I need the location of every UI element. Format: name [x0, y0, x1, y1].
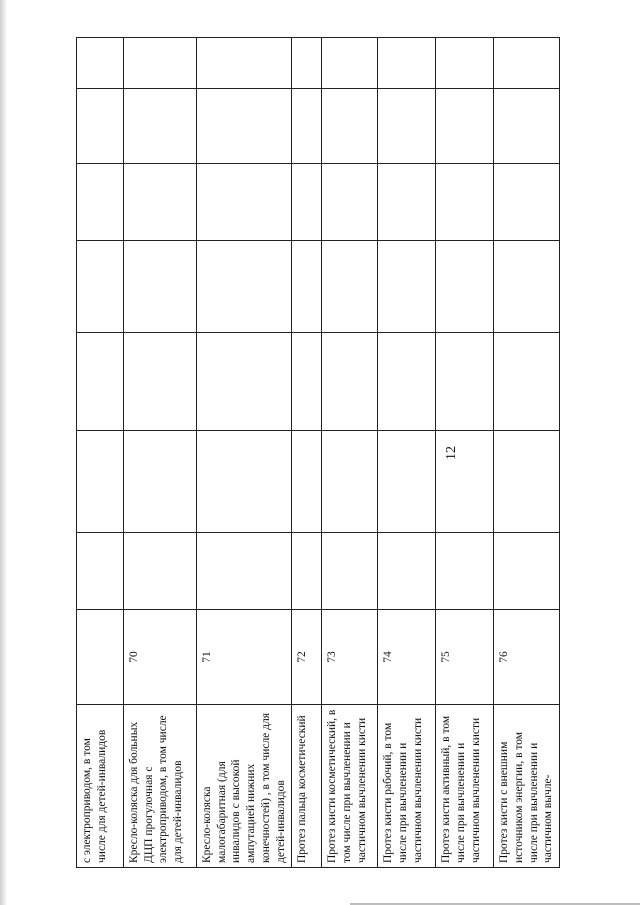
empty-cell — [322, 431, 378, 533]
empty-cell — [124, 241, 197, 333]
item-name-cell: с электроприводом, в том числе для детей-инвалидов — [77, 705, 124, 868]
empty-cell — [436, 241, 494, 333]
empty-cell — [322, 89, 378, 164]
page-number: 12 — [444, 446, 459, 460]
empty-cell — [322, 333, 378, 431]
item-code-cell: 71 — [197, 610, 292, 705]
empty-cell — [322, 38, 378, 89]
empty-cell — [494, 38, 560, 89]
rotated-table-container — [76, 38, 555, 868]
empty-cell — [494, 164, 560, 241]
empty-cell — [197, 89, 292, 164]
empty-cell — [77, 164, 124, 241]
table-row — [197, 38, 292, 868]
empty-cell — [77, 533, 124, 610]
empty-cell — [436, 38, 494, 89]
empty-cell — [292, 241, 322, 333]
table-row — [292, 38, 322, 868]
empty-cell — [124, 533, 197, 610]
table-row — [322, 38, 378, 868]
empty-cell — [124, 89, 197, 164]
empty-cell — [378, 333, 436, 431]
empty-cell — [378, 241, 436, 333]
table-body — [77, 38, 560, 868]
empty-cell — [124, 164, 197, 241]
item-name-cell: Протез кисти косметический, в том числе при вычленении и частичном вычленении кисти — [322, 705, 378, 868]
empty-cell — [77, 333, 124, 431]
empty-cell — [197, 164, 292, 241]
table-row — [77, 38, 124, 868]
equipment-table — [76, 37, 560, 868]
empty-cell — [494, 533, 560, 610]
empty-cell — [378, 164, 436, 241]
table-row — [436, 38, 494, 868]
item-code-cell: 75 — [436, 610, 494, 705]
empty-cell — [197, 333, 292, 431]
empty-cell — [77, 38, 124, 89]
empty-cell — [378, 89, 436, 164]
empty-cell — [292, 533, 322, 610]
empty-cell — [494, 89, 560, 164]
table-row — [124, 38, 197, 868]
empty-cell — [322, 164, 378, 241]
empty-cell — [197, 241, 292, 333]
scan-edge-shadow — [0, 0, 6, 905]
empty-cell — [378, 38, 436, 89]
empty-cell — [124, 431, 197, 533]
empty-cell — [494, 333, 560, 431]
empty-cell — [197, 533, 292, 610]
empty-cell — [436, 533, 494, 610]
item-name-cell: Кресло-коляска для больных ДЦП прогулочная с электроприводом, в том числе для детей-инвалидов — [124, 705, 197, 868]
empty-cell — [124, 38, 197, 89]
empty-cell — [292, 431, 322, 533]
empty-cell — [292, 164, 322, 241]
item-name-cell: Протез пальца косметический — [292, 705, 322, 868]
empty-cell — [436, 89, 494, 164]
empty-cell — [292, 333, 322, 431]
empty-cell — [494, 241, 560, 333]
empty-cell — [322, 241, 378, 333]
empty-cell — [77, 431, 124, 533]
empty-cell — [378, 533, 436, 610]
empty-cell — [197, 38, 292, 89]
empty-cell — [292, 38, 322, 89]
item-code-cell: 70 — [124, 610, 197, 705]
table-row — [378, 38, 436, 868]
item-code-cell: 73 — [322, 610, 378, 705]
item-name-cell: Протез кисти рабочий, в том числе при вычленении и частичном вычленении кисти — [378, 705, 436, 868]
empty-cell — [292, 89, 322, 164]
empty-cell — [322, 533, 378, 610]
empty-cell — [197, 431, 292, 533]
empty-cell — [77, 89, 124, 164]
item-code-cell: 74 — [378, 610, 436, 705]
empty-cell — [124, 333, 197, 431]
item-name-cell: Протез кисти активный, в том числе при вычленении и частичном вычленении кисти — [436, 705, 494, 868]
table-row — [494, 38, 560, 868]
item-code-cell: 72 — [292, 610, 322, 705]
item-name-cell: Протез кисти с внешним источником энергии, в том числе при вычленении и частичном вычле- — [494, 705, 560, 868]
empty-cell — [436, 164, 494, 241]
empty-cell — [378, 431, 436, 533]
empty-cell — [436, 333, 494, 431]
item-code-cell — [77, 610, 124, 705]
empty-cell — [436, 431, 494, 533]
empty-cell — [77, 241, 124, 333]
item-code-cell: 76 — [494, 610, 560, 705]
empty-cell — [494, 431, 560, 533]
item-name-cell: Кресло-коляска малогабаритная (для инвалидов с высокой ампутацией нижних конечностей) , в том числе для детей-инвалидов — [197, 705, 292, 868]
